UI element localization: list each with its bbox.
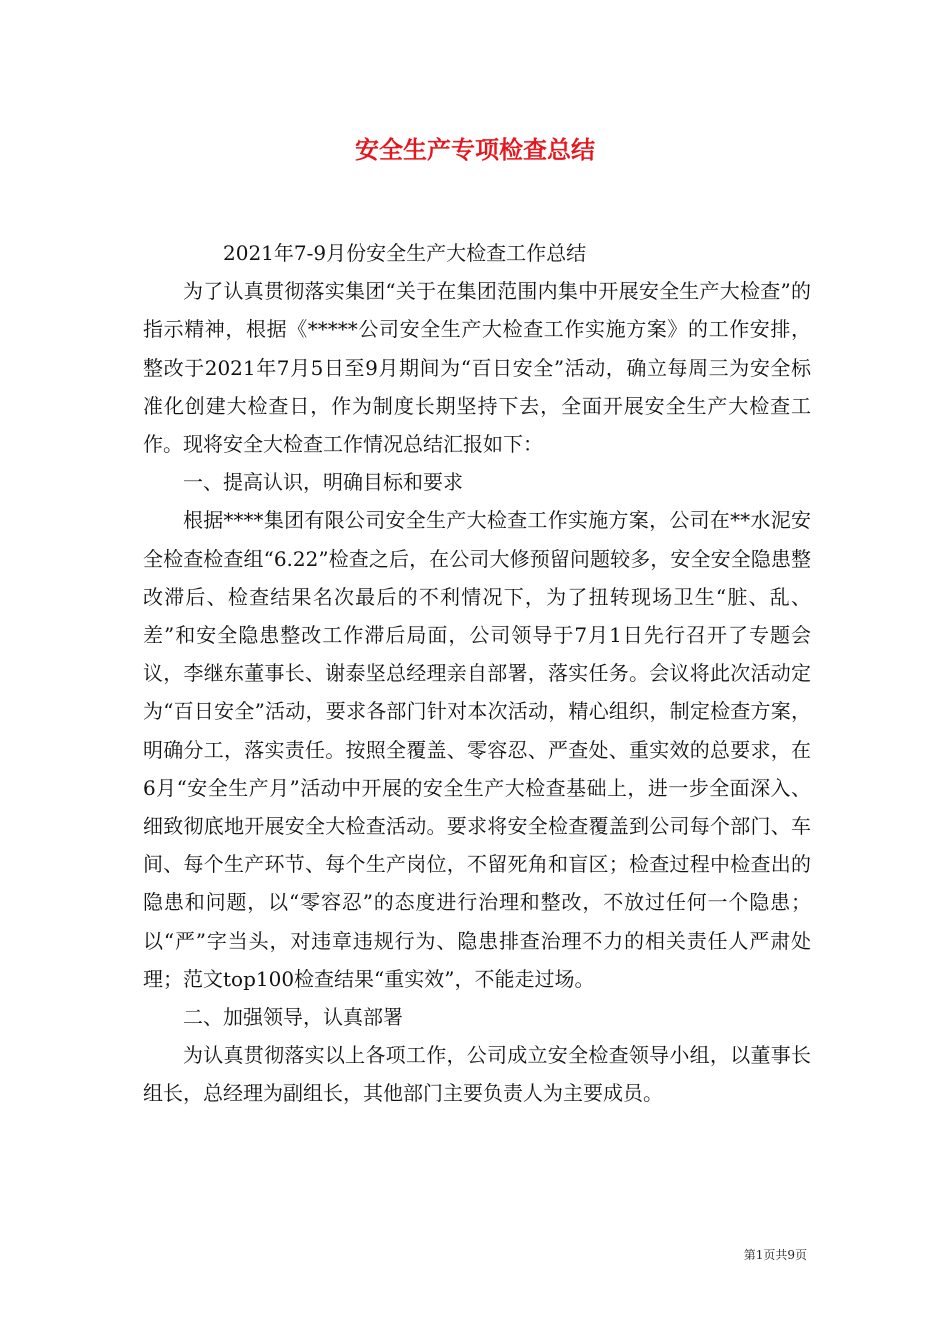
paragraph-section-1: 根据****集团有限公司安全生产大检查工作实施方案，公司在**水泥安全检查检查组“6.22”检查之后，在公司大修预留问题较多，安全安全隐患整改滞后、检查结果名次最后的不利情况下，为了扭转现场卫生“脏、乱、差”和安全隐患整改工作滞后局面，公司领导于7月1日先行召开了专题会议，李继东董事长、谢泰坚总经理亲自部署，落实任务。会议将此次活动定为“百日安全”活动，要求各部门针对本次活动，精心组织，制定检查方案，明确分工，落实责任。按照全覆盖、零容忍、严查处、重实效的总要求，在6月“安全生产月”活动中开展的安全生产大检查基础上，进一步全面深入、细致彻底地开展安全大检查活动。要求将安全检查覆盖到公司每个部门、车间、每个生产环节、每个生产岗位，不留死角和盲区；检查过程中检查出的隐患和问题，以“零容忍”的态度进行治理和整改，不放过任何一个隐患；以“严”字当头，对违章违规行为、隐患排查治理不力的相关责任人严肃处理；范文top100检查结果“重实效”，不能走过场。 — [143, 508, 811, 991]
document-title: 安全生产专项检查总结 — [355, 136, 595, 164]
section-heading-2: 二、加强领导，认真部署 — [183, 1005, 403, 1030]
document-subtitle: 2021年7-9月份安全生产大检查工作总结 — [223, 241, 587, 265]
page-number-footer: 第1页共9页 — [743, 1248, 807, 1262]
paragraph-intro: 为了认真贯彻落实集团“关于在集团范围内集中开展安全生产大检查”的指示精神，根据《*****公司安全生产大检查工作实施方案》的工作安排，整改于2021年7月5日至9月期间为“百日安全”活动，确立每周三为安全标准化创建大检查日，作为制度长期坚持下去，全面开展安全生产大检查工作。现将安全大检查工作情况总结汇报如下： — [143, 279, 811, 457]
section-heading-1: 一、提高认识，明确目标和要求 — [183, 470, 463, 495]
document-body — [143, 234, 811, 1113]
paragraph-section-2: 为认真贯彻落实以上各项工作，公司成立安全检查领导小组，以董事长组长，总经理为副组长，其他部门主要负责人为主要成员。 — [143, 1043, 811, 1106]
